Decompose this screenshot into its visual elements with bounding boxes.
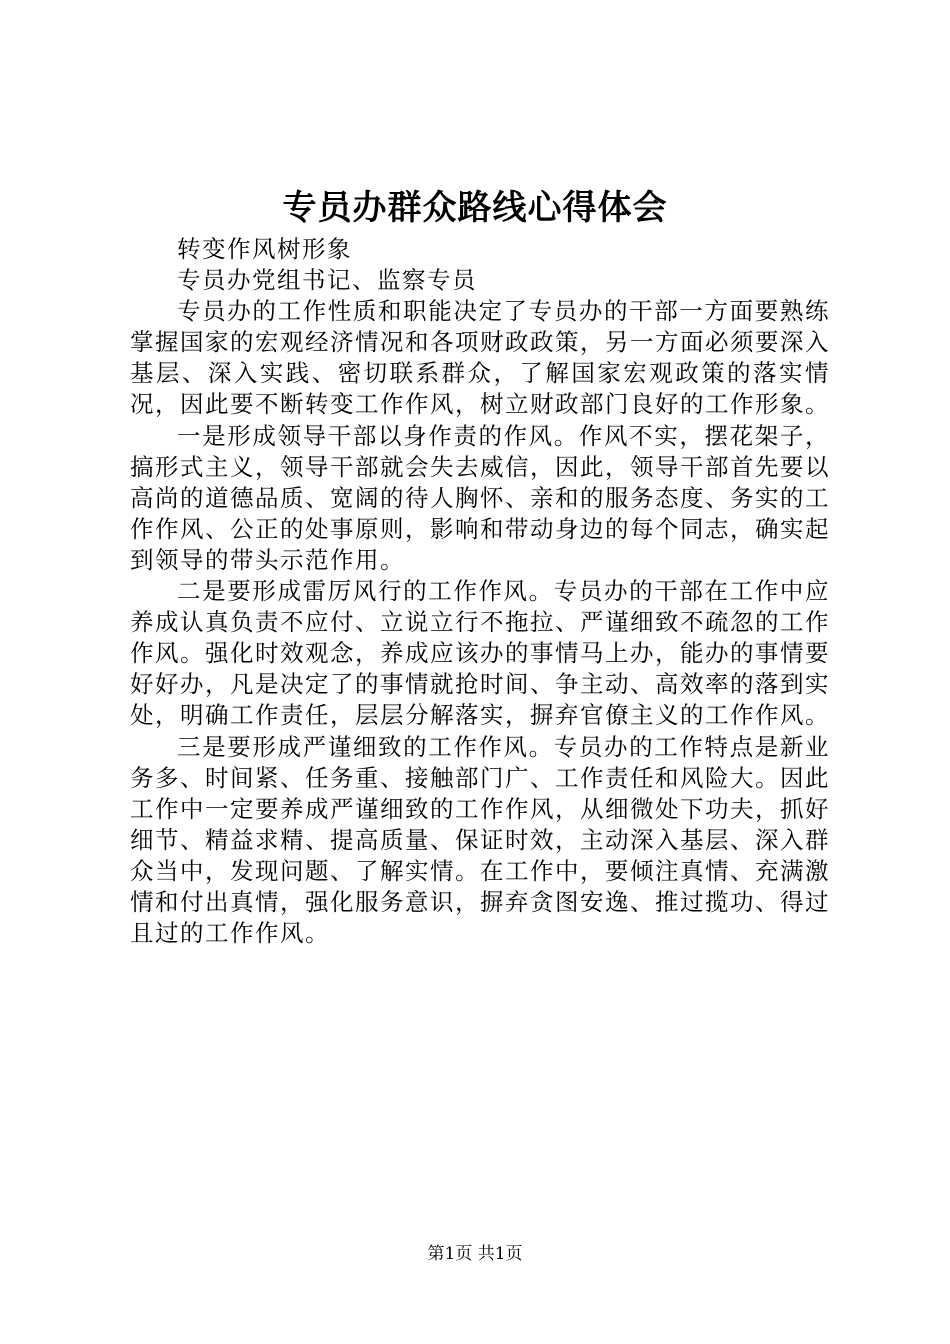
page-footer: 第1页 共1页 [427, 1244, 523, 1264]
body-paragraph: 三是要形成严谨细致的工作作风。专员办的工作特点是新业务多、时间紧、任务重、接触部门广、工作责任和风险大。因此工作中一定要养成严谨细致的工作作风，从细微处下功夫，抓好细节、精益求精、提高质量、保证时效，主动深入基层、深入群众当中，发现问题、了解实情。在工作中，要倾注真情、充满激情和付出真情，强化服务意识，摒弃贪图安逸、推过揽功、得过且过的工作作风。 [130, 732, 830, 948]
body-paragraph: 专员办的工作性质和职能决定了专员办的干部一方面要熟练掌握国家的宏观经济情况和各项财政政策，另一方面必须要深入基层、深入实践、密切联系群众，了解国家宏观政策的落实情况，因此要不断转变工作作风，树立财政部门良好的工作形象。 [130, 297, 830, 419]
body-paragraph: 一是形成领导干部以身作责的作风。作风不实，摆花架子，搞形式主义，领导干部就会失去威信，因此，领导干部首先要以高尚的道德品质、宽阔的待人胸怀、亲和的服务态度、务实的工作作风、公正的处事原则，影响和带动身边的每个同志，确实起到领导的带头示范作用。 [130, 421, 830, 574]
document-subtitle: 转变作风树形象 [177, 235, 352, 263]
document-author: 专员办党组书记、监察专员 [177, 266, 477, 295]
document-title: 专员办群众路线心得体会 [282, 188, 668, 228]
document-body [130, 234, 830, 949]
body-paragraph: 二是要形成雷厉风行的工作作风。专员办的干部在工作中应养成认真负责不应付、立说立行不拖拉、严谨细致不疏忽的工作作风。强化时效观念，养成应该办的事情马上办，能办的事情要好好办，凡是决定了的事情就抢时间、争主动、高效率的落到实处，明确工作责任，层层分解落实，摒弃官僚主义的工作作风。 [130, 577, 830, 730]
